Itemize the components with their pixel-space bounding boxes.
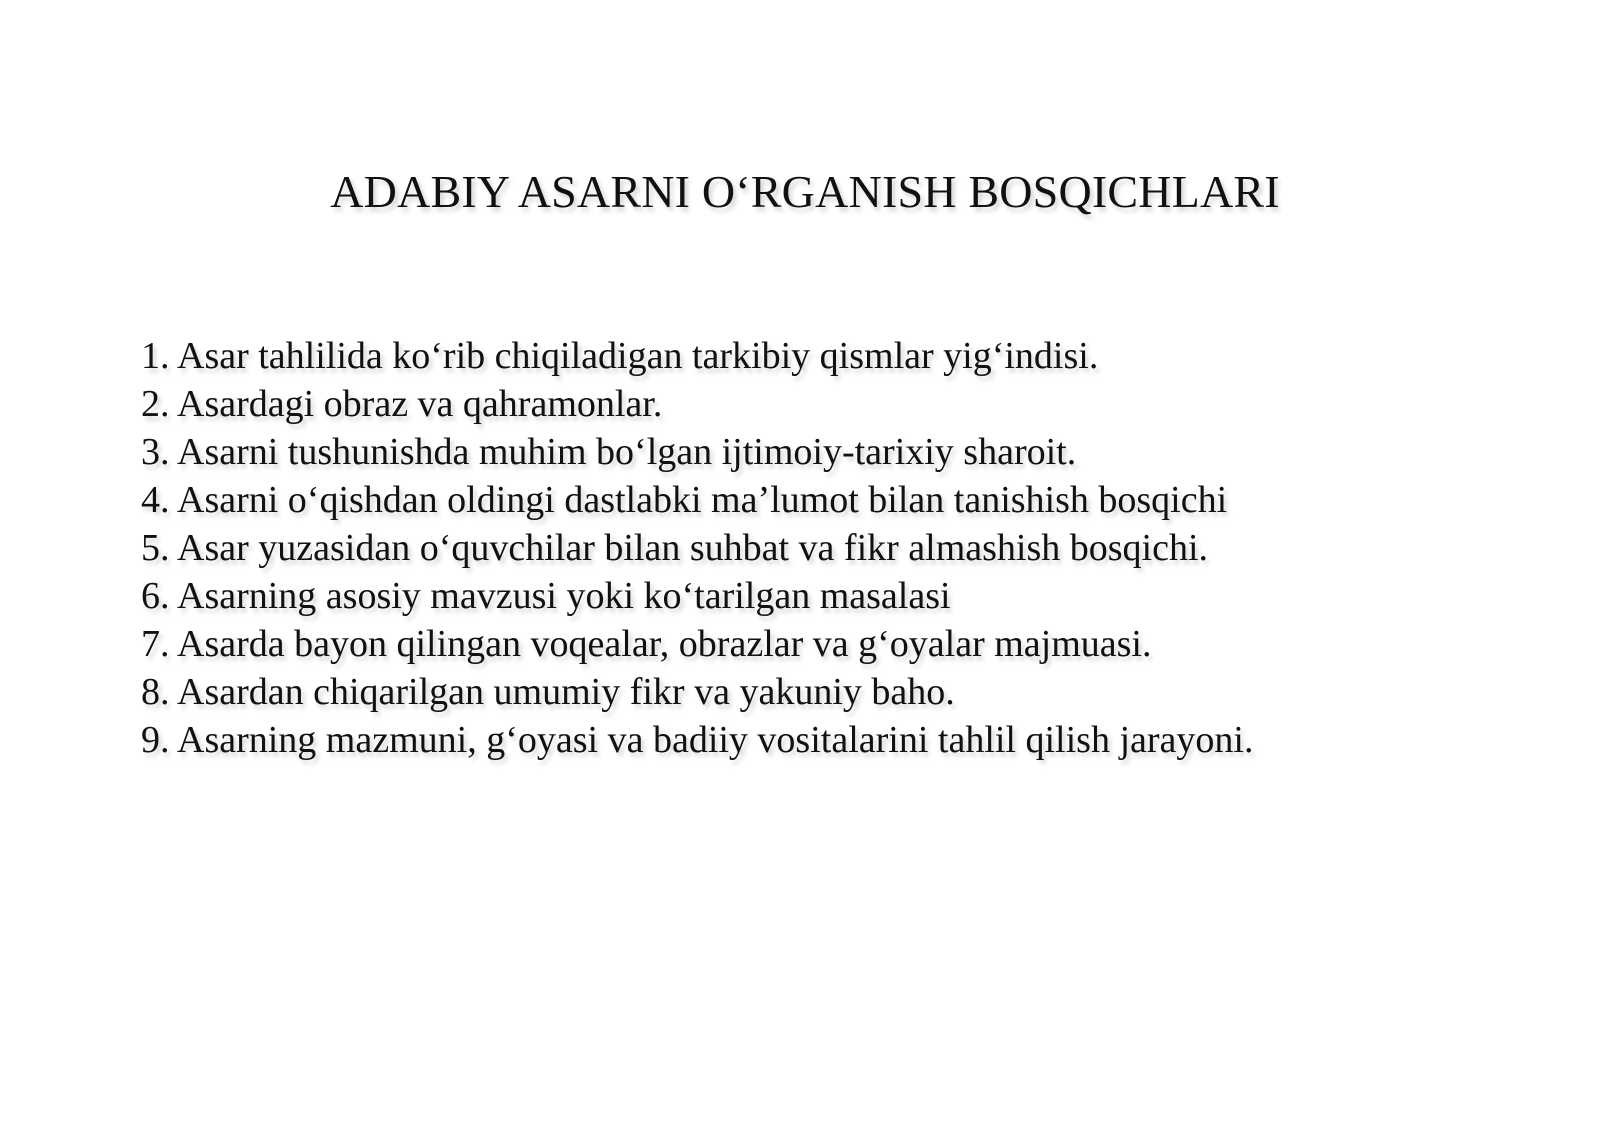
list-item-text: Asardagi obraz va qahramonlar. <box>177 383 663 425</box>
list-item <box>141 620 1253 668</box>
list-item-number: 4. <box>141 479 170 521</box>
list-item <box>141 716 1253 764</box>
list-item-number: 6. <box>141 575 170 617</box>
list-item-text: Asarning mazmuni, g‘oyasi va badiiy vositalarini tahlil qilish jarayoni. <box>177 719 1254 761</box>
list-item-text: Asarni tushunishda muhim bo‘lgan ijtimoiy-tarixiy sharoit. <box>177 431 1077 473</box>
list-item-text: Asardan chiqarilgan umumiy fikr va yakuniy baho. <box>177 671 955 713</box>
list-item-text: Asarning asosiy mavzusi yoki ko‘tarilgan masalasi <box>177 575 951 617</box>
list-item-number: 2. <box>141 383 170 425</box>
list-item-text: Asar tahlilida ko‘rib chiqiladigan tarkibiy qismlar yig‘indisi. <box>177 335 1099 377</box>
list-item <box>141 668 1253 716</box>
list-item <box>141 332 1253 380</box>
list-item-text: Asarda bayon qilingan voqealar, obrazlar va g‘oyalar majmuasi. <box>177 623 1152 665</box>
list-item-number: 5. <box>141 527 170 569</box>
list-item <box>141 572 1253 620</box>
list-item <box>141 428 1253 476</box>
steps-list <box>141 332 1253 764</box>
list-item <box>141 380 1253 428</box>
list-item-number: 8. <box>141 671 170 713</box>
list-item-number: 7. <box>141 623 170 665</box>
list-item-number: 9. <box>141 719 170 761</box>
list-item <box>141 476 1253 524</box>
list-item <box>141 524 1253 572</box>
list-item-text: Asar yuzasidan o‘quvchilar bilan suhbat va fikr almashish bosqichi. <box>177 527 1209 569</box>
list-item-text: Asarni o‘qishdan oldingi dastlabki ma’lumot bilan tanishish bosqichi <box>177 479 1228 521</box>
list-item-number: 3. <box>141 431 170 473</box>
page-title: ADABIY ASARNI O‘RGANISH BOSQICHLARI <box>330 166 1280 217</box>
list-item-number: 1. <box>141 335 170 377</box>
